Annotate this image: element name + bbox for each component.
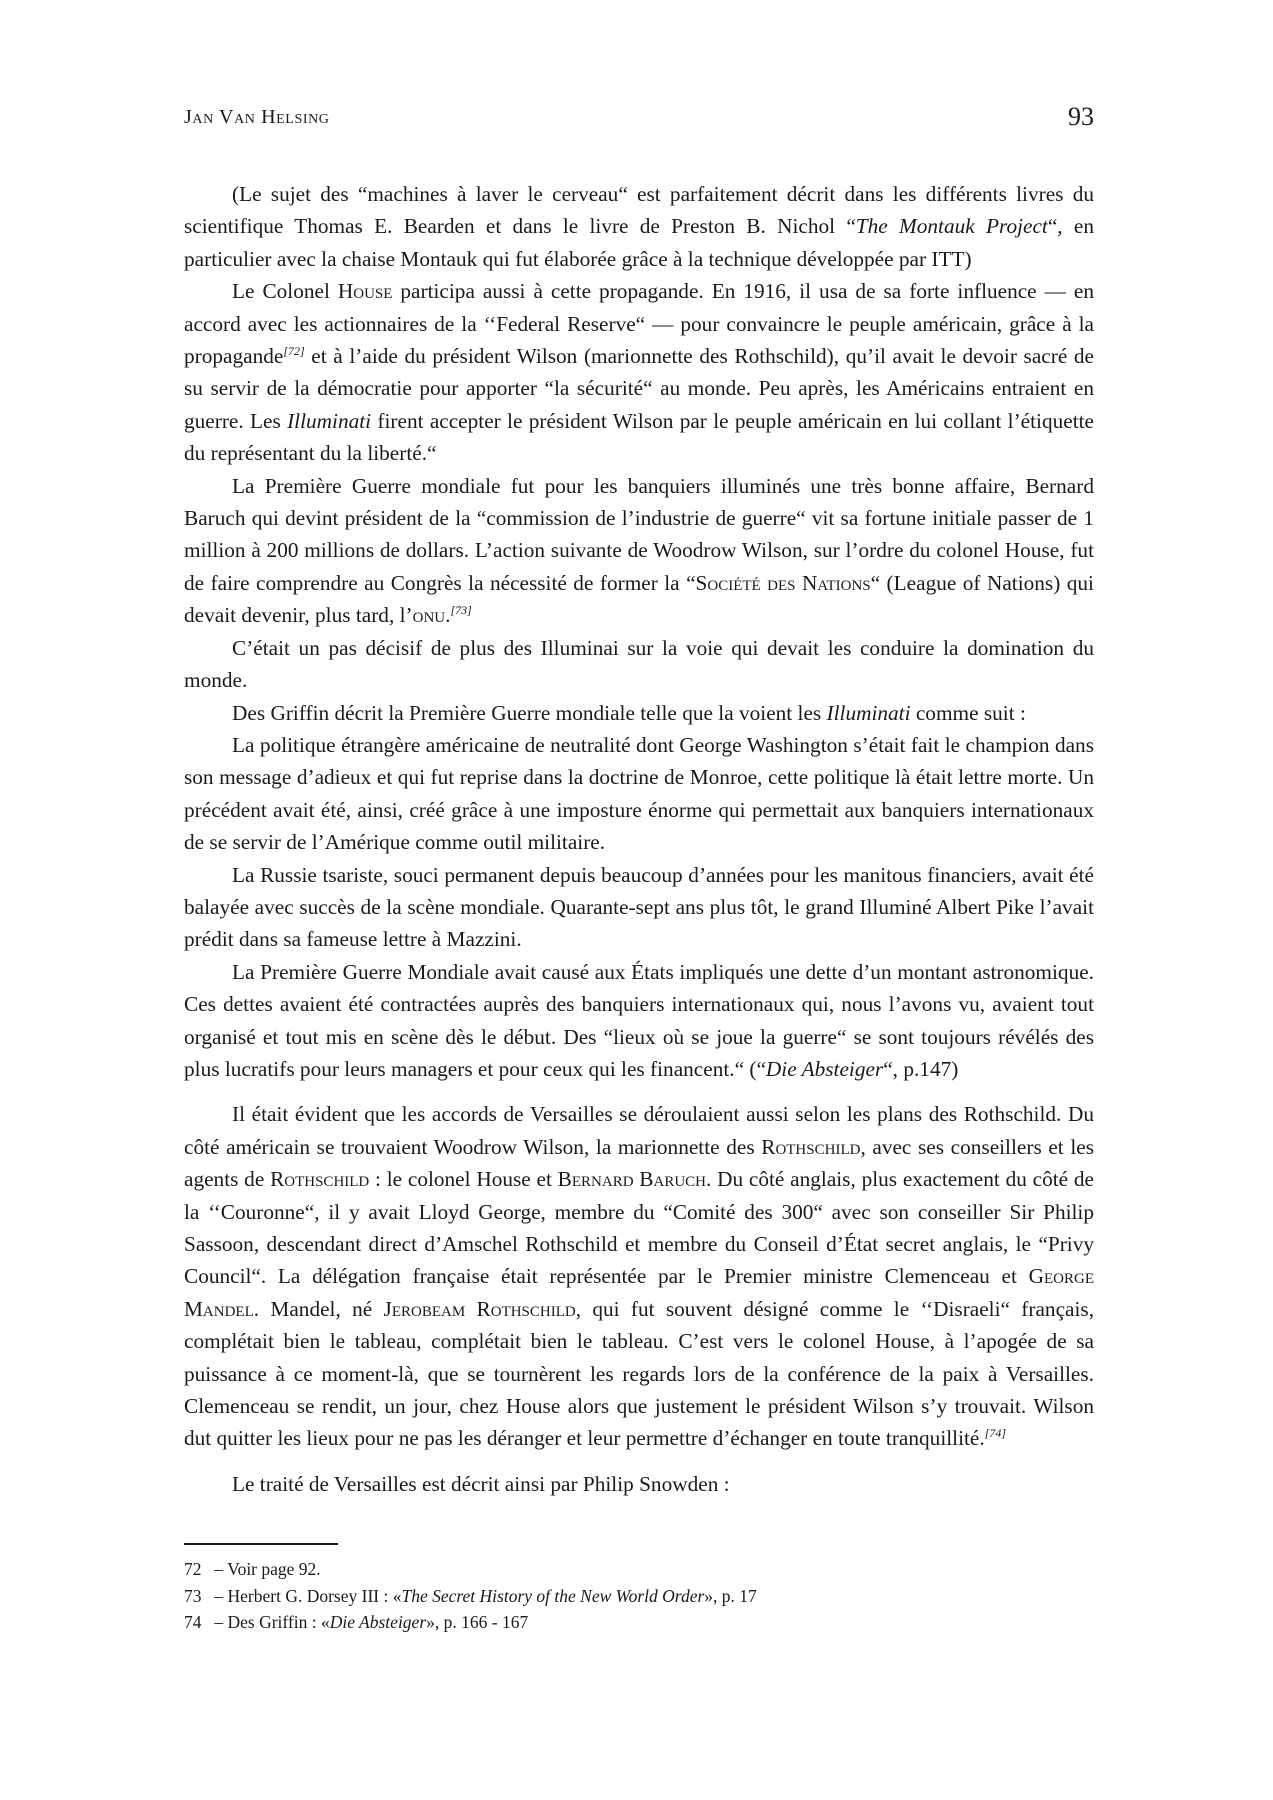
running-head-author: Jan Van Helsing [184, 106, 330, 128]
name-small-caps: Rothschild [761, 1134, 861, 1159]
term-italic: Illuminati [826, 700, 911, 725]
footnote-title-italic: Die Absteiger [329, 1612, 427, 1632]
footnote-72 [184, 1556, 1094, 1583]
footnote-number: 72 [184, 1559, 202, 1579]
text-run: . Mandel, né [253, 1296, 384, 1321]
paragraph-10: Le traité de Versailles est décrit ainsi par Philip Snowden : [232, 1471, 730, 1496]
text-run: . [445, 603, 451, 628]
footnote-ref-72[interactable]: [72] [283, 344, 305, 359]
running-header [184, 102, 1094, 140]
text-run: Des Griffin décrit la Première Guerre mondiale telle que la voient les [232, 700, 827, 725]
footnote-title-italic: The Secret History of the New World Order [401, 1585, 705, 1606]
text-run: : le colonel House et [369, 1167, 558, 1192]
text-run: (Le sujet des “machines à laver le cerveau“ est parfaitement décrit dans les différents livres du scientifique Thomas E. Bearden et dans le livre de Preston B. Nichol “ [184, 182, 1094, 239]
name-small-caps: Société des Nations [695, 570, 871, 595]
name-small-caps: Bernard Baruch [557, 1167, 707, 1192]
paragraph-4: C’était un pas décisif de plus des Illuminai sur la voie qui devait les conduire la domination du monde. [184, 635, 1094, 693]
footnote-74 [184, 1609, 1094, 1636]
footnote-text: », p. 17 [704, 1585, 757, 1606]
paragraph-8 [184, 956, 1094, 1086]
name-small-caps: Rothschild [270, 1167, 370, 1192]
book-title-italic: Die Absteiger [765, 1056, 884, 1081]
footnote-ref-74[interactable]: [74] [984, 1426, 1007, 1441]
name-small-caps: House [337, 279, 393, 304]
footnote-number: 73 [184, 1585, 202, 1606]
text-run: , avec ses conseillers et les agents de [184, 1134, 1094, 1192]
footnotes [184, 1556, 1094, 1636]
text-run: participa aussi à cette propagande. En 1916, il usa de sa forte influence — en accord avec les actionnaires de la ‘‘Federal Reserve“ — pour convaincre le peuple américain, grâce à la propagande [184, 279, 1094, 369]
text-run: firent accepter le président Wilson par le peuple américain en lui collant l’étiquette du représentant du la liberté.“ [184, 408, 1094, 466]
text-run: Il était évident que les accords de Versailles se déroulaient aussi selon les plans des Rothschild. Du côté américain se trouvaient Woodrow Wilson, la marionnette des [184, 1102, 1094, 1159]
text-run: , qui fut souvent désigné comme le ‘‘Disraeli“ français, complétait bien le tableau, complétait bien le tableau. C’est vers le colonel House, à l’apogée de sa puissance à ce moment-là, que se tournèrent les regards lors de la conférence de la paix à Versailles. Clemenceau se rendit, un jour, chez House alors que justement le président Wilson s’y trouvait. Wilson dut quitter les lieux pour ne pas les déranger et leur permettre d’échanger en toute tranquillité. [184, 1296, 1095, 1451]
text-run: comme suit : [910, 700, 1026, 725]
footnote-text: », p. 166 - 167 [426, 1612, 529, 1632]
paragraph-7: La Russie tsariste, souci permanent depuis beaucoup d’années pour les manitous financiers, avait été balayée avec succès de la scène mondiale. Quarante-sept ans plus tôt, le grand Illuminé Albert Pike l’avait prédit dans sa fameuse lettre à Mazzini. [184, 862, 1094, 952]
text-run: La Première Guerre Mondiale avait causé aux États impliqués une dette d’un montant astronomique. Ces dettes avaient été contractées auprès des banquiers internationaux qui, nous l’avons vu, avaient tout organisé et tout mis en scène dès le début. Des “lieux où se joue la guerre“ se sont toujours révélés des plus lucratifs pour leurs managers et pour ceux qui les financent.“ (“ [184, 959, 1094, 1081]
text-run: La Première Guerre mondiale fut pour les banquiers illuminés une très bonne affaire, Bernard Baruch qui devint président de la “commission de l’industrie de guerre“ vit sa fortune initiale passer de 1 million à 200 millions de dollars. L’action suivante de Woodrow Wilson, sur l’ordre du colonel House, fut de faire comprendre au Congrès la nécessité de former la “ [184, 473, 1094, 595]
name-small-caps: Jerobeam Rothschild [383, 1296, 576, 1321]
footnote-ref-73[interactable]: [73] [450, 603, 472, 618]
book-title-italic: The Montauk Project [855, 214, 1048, 239]
page-number: 93 [1068, 102, 1094, 131]
footnote-73 [184, 1583, 1094, 1610]
footnote-text: – Voir page 92. [214, 1559, 321, 1579]
footnote-divider [184, 1543, 338, 1545]
text-run: “, en particulier avec la chaise Montauk qui fut élaborée grâce à la technique développée par ITT) [184, 214, 1095, 271]
text-run: . Du côté anglais, plus exactement du côté de la ‘‘Couronne“, il y avait Lloyd George, membre du “Comité des 300“ avec son conseiller Sir Philip Sassoon, descendant direct d’Amschel Rothschild et membre du Conseil d’État secret anglais, le “Privy Council“. La délégation française était représentée par le Premier ministre Clemenceau et [184, 1167, 1094, 1289]
body-text [184, 178, 1094, 1500]
footnote-number: 74 [184, 1612, 202, 1632]
name-small-caps: onu [412, 603, 446, 628]
name-small-caps: George Mandel [184, 1264, 1094, 1321]
footnote-text: – Des Griffin : « [210, 1612, 330, 1632]
text-run: et à l’aide du président Wilson (marionnette des Rothschild), qu’il avait le devoir sacré de su servir de la démocratie pour apporter “la sécurité“ au monde. Peu après, les Américains entraient en guerre. Les [184, 344, 1094, 433]
paragraph-1 [184, 178, 1094, 275]
paragraph-5 [184, 697, 1094, 729]
paragraph-9 [184, 1098, 1094, 1454]
term-italic: Illuminati [287, 408, 372, 433]
text-run: Le Colonel [232, 279, 338, 304]
text-run: “ (League of Nations) qui devait devenir, plus tard, l’ [184, 570, 1094, 628]
text-run: “, p.147) [883, 1056, 959, 1081]
paragraph-2 [184, 275, 1094, 469]
paragraph-6: La politique étrangère américaine de neutralité dont George Washington s’était fait le champion dans son message d’adieux et qui fut reprise dans la doctrine de Monroe, cette politique là était lettre morte. Un précédent avait été, ainsi, créé grâce à une imposture énorme qui permettait aux banquiers internationaux de se servir de l’Amérique comme outil militaire. [184, 732, 1094, 855]
paragraph-3 [184, 470, 1094, 632]
footnote-text: – Herbert G. Dorsey III : « [210, 1585, 402, 1606]
